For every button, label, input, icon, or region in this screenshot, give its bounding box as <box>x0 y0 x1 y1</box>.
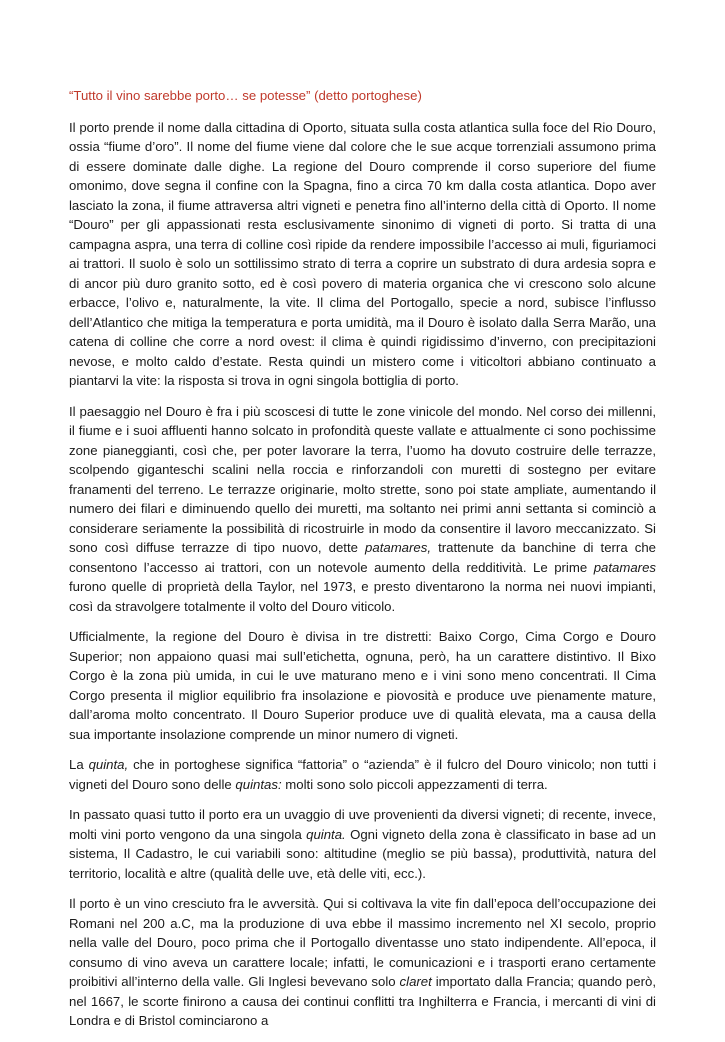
italic-term: quinta, <box>88 757 129 772</box>
paragraph-districts <box>69 627 656 744</box>
text-segment: furono quelle di proprietà della Taylor, nel 1973, e presto diventarono la norma nei nuovi impianti, così da stravolgere totalmente il volto del Douro viticolo. <box>69 579 656 614</box>
text-segment: In passato quasi tutto il porto era un uvaggio di uve provenienti da diversi vigneti; di recente, invece, molti vini porto vengono da una singola <box>69 807 656 842</box>
paragraph-cadastro <box>69 805 656 883</box>
italic-term: claret <box>399 974 432 989</box>
text-segment: La <box>69 757 89 772</box>
italic-term: patamares, <box>365 540 432 555</box>
text-segment: Ufficialmente, la regione del Douro è divisa in tre distretti: Baixo Corgo, Cima Corgo e Douro Superior; non appaiono quasi mai sull’etichetta, ognuna, però, ha un carattere distintivo. Il Bixo Corgo è la zona più umida, in cui le uve maturano meno e i vini sono meno concentrati. Il Cima Corgo presenta il miglior equilibrio fra insolazione e piovosità e produce uve pienamente mature, dall’aroma molto concentrato. Il Douro Superior produce uve di qualità elevata, ma a causa della sua importante insolazione comprende un minor numero di vigneti. <box>69 629 656 742</box>
text-segment: trattenute da banchine di terra che consentono l’accesso ai trattori, con un notevole aumento della redditività. Le prime <box>69 540 656 575</box>
italic-term: patamares <box>593 559 656 575</box>
document-body <box>69 86 656 1042</box>
paragraph-quinta <box>69 755 656 794</box>
text-segment: importato dalla Francia; quando però, nel 1667, le scorte finirono a causa dei continui conflitti tra Inghilterra e Francia, i mercanti di vini di Londra e di Bristol cominciarono a <box>69 974 656 1028</box>
text-segment: Il paesaggio nel Douro è fra i più scoscesi di tutte le zone vinicole del mondo. Nel corso dei millenni, il fiume e i suoi affluenti hanno solcato in profondità queste vallate e attualmente ci sono pochissime zone pianeggianti, così che, per poter lavorare la terra, l’uomo ha dovuto costruire delle terrazze, scolpendo giganteschi scalini nella roccia e rinforzandoli con muretti di sostegno per evitare franamenti del terreno. Le terrazze originarie, molto strette, sono poi state ampliate, aumentando il numero dei filari e diminuendo quello dei muretti, ma soltanto nei primi anni settanta si cominciò a considerare seriamente la possibilità di ricostruirle in modo da consentire il lavoro meccanizzato. Si sono così diffuse terrazze di tipo nuovo, dette <box>69 403 656 555</box>
text-segment: Il porto prende il nome dalla cittadina di Oporto, situata sulla costa atlantica sulla foce del Rio Douro, ossia “fiume d’oro”. Il nome del fiume viene dal colore che le sue acque torrenziali assumono prima di essere dominate dalle dighe. La regione del Douro comprende il corso superiore del fiume omonimo, dove segna il confine con la Spagna, fino a circa 70 km dalla costa atlantica. Dopo aver lasciato la zona, il fiume attraversa altri vigneti e penetra fino all’interno della città di Oporto. Il nome “Douro” per gli appassionati resta esclusivamente sinonimo di vigneti di porto. Si tratta di una campagna aspra, una terra di colline così ripide da rendere impossibile l’accesso ai muli, figuriamoci ai trattori. Il suolo è solo un sottilissimo strato di terra a coprire un substrato di dura ardesia sopra e di ancor più duro granito sotto, ed è così povero di materia organica che vi crescono solo alcune erbacce, l’olivo e, naturalmente, la vite. Il clima del Portogallo, specie a nord, subisce l’influsso dell’Atlantico che mitiga la temperatura e porta umidità, ma il Douro è isolato dalla Serra Marão, una catena di colline che corre a nord ovest: il clima è quindi rigidissimo d’inverno, con precipitazioni nevose, e molto caldo d’estate. Resta quindi un mistero come i viticoltori abbiano continuato a piantarvi la vite: la risposta si trova in ogni singola bottiglia di porto. <box>69 119 656 388</box>
epigraph-quote: “Tutto il vino sarebbe porto… se potesse” (detto portoghese) <box>69 88 422 103</box>
paragraph-origin-of-name <box>69 118 656 391</box>
text-segment: che in portoghese significa “fattoria” o “azienda” è il fulcro del Douro vinicolo; non tutti i vigneti del Douro sono delle <box>69 757 656 792</box>
text-segment: molti sono solo piccoli appezzamenti di terra. <box>281 776 548 792</box>
paragraph-landscape-terraces <box>69 402 656 617</box>
italic-term: quinta. <box>306 826 346 842</box>
text-segment: Ogni vigneto della zona è classificato in base ad un sistema, Il Cadastro, le cui variabili sono: altitudine (meglio se più bassa), produttività, natura del territorio, località e altre (qualità delle uve, età delle viti, ecc.). <box>69 826 656 881</box>
text-segment: Il porto è un vino cresciuto fra le avversità. Qui si coltivava la vite fin dall’epoca dell’occupazione dei Romani nel 200 a.C, ma la produzione di uva ebbe il massimo incremento nel XI secolo, proprio nella valle del Douro, poco prima che il Portogallo diventasse uno stato indipendente. All’epoca, il consumo di vino aveva un carattere locale; infatti, le comunicazioni e i trasporti erano certamente proibitivi all’interno della valle. Gli Inglesi bevevano solo <box>69 896 656 989</box>
paragraph-history <box>69 894 656 1031</box>
italic-term: quintas: <box>235 776 282 792</box>
